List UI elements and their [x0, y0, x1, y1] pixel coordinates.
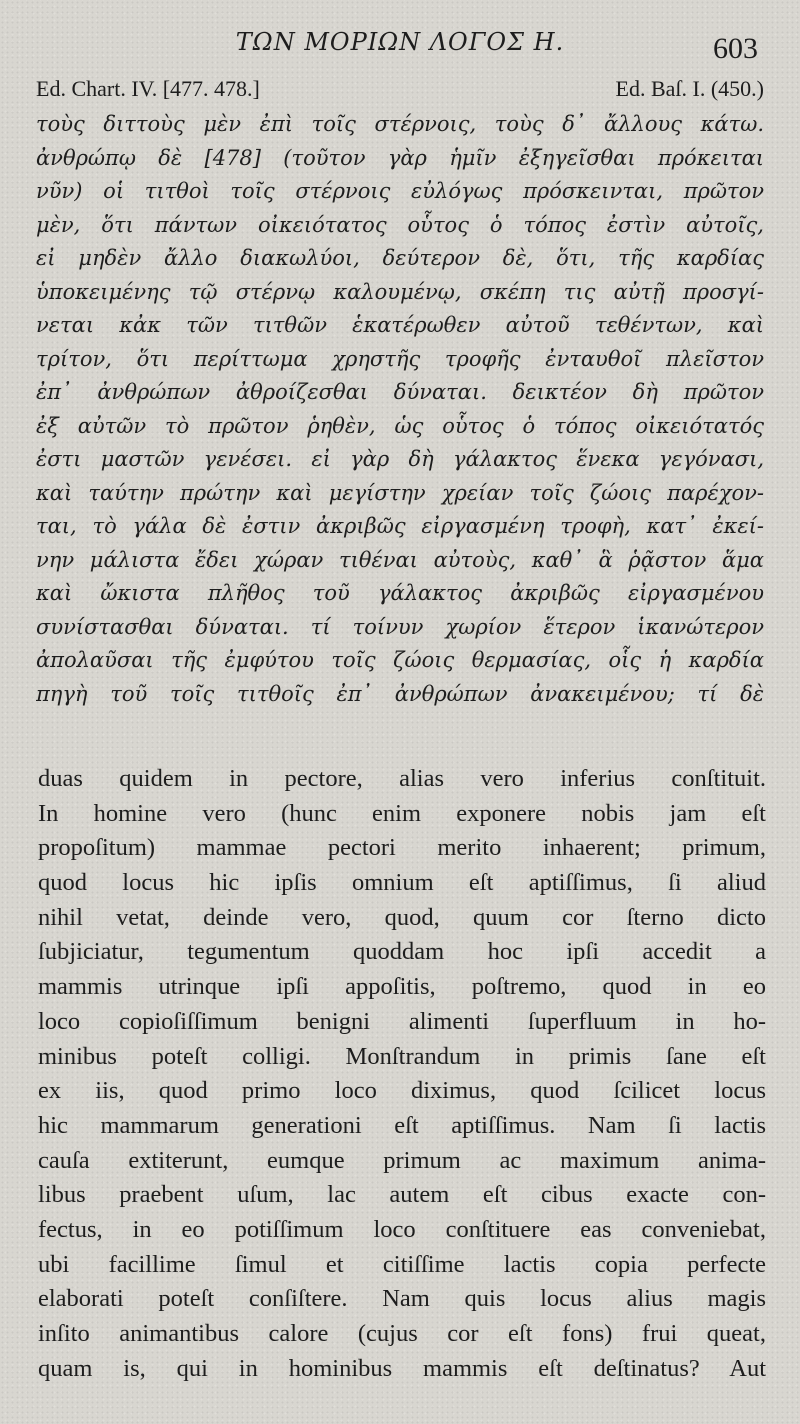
latin-text-line: duas quidem in pectore, alias vero inferius conſtituit.	[38, 765, 766, 792]
greek-text-line: ται, τὸ γάλα δὲ ἐστιν ἀκριβῶς εἰργασμένη τροφὴ, κατ᾽ ἐκεί-	[36, 514, 764, 538]
latin-text-line: minibus poteſt colligi. Monſtrandum in primis ſane eſt	[38, 1042, 766, 1070]
latin-text-line: ubi facillime ſimul et citiſſime lactis copia perfecte	[38, 1250, 766, 1278]
latin-text-line: nihil vetat, deinde vero, quod, quum cor ſterno dicto	[38, 903, 766, 931]
edition-chart-reference: Ed. Chart. IV. [477. 478.]	[36, 76, 260, 101]
greek-text-line: καὶ ταύτην πρώτην καὶ μεγίστην χρείαν τοῖς ζώοις παρέχον-	[36, 480, 764, 505]
greek-text-line: νεται κἀκ τῶν τιτθῶν ἑκατέρωθεν αὐτοῦ τεθέντων, καὶ	[36, 313, 764, 337]
latin-text-line: ex iis, quod primo loco diximus, quod ſcilicet locus	[38, 1077, 766, 1105]
page-number: 603	[713, 32, 758, 65]
latin-text-line: inſito animantibus calore (cujus cor eſt fons) frui queat,	[38, 1320, 766, 1347]
greek-text-line: ἐξ αὐτῶν τὸ πρῶτον ῥηθὲν, ὡς οὗτος ὁ τόπος οἰκειότατός	[36, 413, 764, 438]
greek-text-line: ἀπολαῦσαι τῆς ἐμφύτου τοῖς ζώοις θερμασίας, οἷς ἡ καρδία	[36, 648, 764, 672]
greek-text-line: ἐπ᾽ ἀνθρώπων ἀθροίζεσθαι δύναται. δεικτέον δὴ πρῶτον	[36, 380, 764, 404]
greek-text-line: τρίτον, ὅτι περίττωμα χρηστῆς τροφῆς ἐνταυθοῖ πλεῖστον	[36, 346, 764, 371]
latin-text-line: ſubjiciatur, tegumentum quoddam hoc ipſi accedit a	[38, 938, 766, 966]
latin-text-line: fectus, in eo potiſſimum loco conſtituere eas conveniebat,	[38, 1215, 766, 1243]
greek-text-line: τοὺς διττοὺς μὲν ἐπὶ τοῖς στέρνοις, τοὺς δ᾽ ἄλλους κάτω.	[36, 112, 764, 136]
greek-text-line: νῦν) οἱ τιτθοὶ τοῖς στέρνοις εὐλόγως πρόσκεινται, πρῶτον	[36, 179, 764, 203]
running-head	[0, 28, 800, 68]
greek-text-line: μὲν, ὅτι πάντων οἰκειότατος οὗτος ὁ τόπος ἐστὶν αὐτοῖς,	[36, 212, 764, 237]
greek-text-line: ἀνθρώπῳ δὲ [478] (τοῦτον γὰρ ἡμῖν ἐξηγεῖσθαι πρόκειται	[36, 145, 764, 170]
latin-text-line: mammis utrinque ipſi appoſitis, poſtremo, quod in eo	[38, 973, 766, 1001]
edition-reference-line	[36, 76, 764, 106]
latin-text-line: loco copioſiſſimum benigni alimenti ſuperfluum in ho-	[38, 1007, 766, 1035]
greek-text-line: ἐστι μαστῶν γενέσει. εἰ γὰρ δὴ γάλακτος ἕνεκα γεγόνασι,	[36, 447, 764, 471]
greek-text-line: εἰ μηδὲν ἄλλο διακωλύοι, δεύτερον δὲ, ὅτι, τῆς καρδίας	[36, 246, 764, 270]
greek-text-line: νην μάλιστα ἔδει χώραν τιθέναι αὐτοὺς, καθ᾽ ἃ ῥᾷστον ἅμα	[36, 547, 764, 572]
edition-basel-reference: Ed. Baſ. I. (450.)	[615, 76, 764, 101]
greek-text-line: συνίστασθαι δύναται. τί τοίνυν χωρίον ἕτερον ἱκανώτερον	[36, 614, 764, 639]
greek-text-line: πηγὴ τοῦ τοῖς τιτθοῖς ἐπ᾽ ἀνθρώπων ἀνακειμένου; τί δὲ	[36, 681, 764, 706]
latin-text-line: In homine vero (hunc enim exponere nobis jam eſt	[38, 799, 766, 827]
latin-text-line: quod locus hic ipſis omnium eſt aptiſſimus, ſi aliud	[38, 869, 766, 897]
latin-text-line: quam is, qui in hominibus mammis eſt deſtinatus? Aut	[38, 1354, 766, 1382]
latin-text-line: propoſitum) mammae pectori merito inhaerent; primum,	[38, 834, 766, 862]
latin-text-line: libus praebent uſum, lac autem eſt cibus exacte con-	[38, 1181, 766, 1209]
latin-text-block	[38, 762, 766, 1386]
greek-text-line: καὶ ὤκιστα πλῆθος τοῦ γάλακτος ἀκριβῶς εἰργασμένου	[36, 581, 764, 605]
latin-text-line: elaborati poteſt conſiſtere. Nam quis locus alius magis	[38, 1285, 766, 1313]
latin-text-line: hic mammarum generationi eſt aptiſſimus. Nam ſi lactis	[38, 1111, 766, 1139]
greek-text-line: ὑποκειμένης τῷ στέρνῳ καλουμένῳ, σκέπη τις αὐτῇ προσγί-	[36, 279, 764, 304]
running-title: ΤΩΝ ΜΟΡΙΩΝ ΛΟΓΟΣ Η.	[235, 28, 565, 56]
greek-text-block	[36, 108, 764, 711]
latin-text-line: cauſa extiterunt, eumque primum ac maximum anima-	[38, 1146, 766, 1174]
